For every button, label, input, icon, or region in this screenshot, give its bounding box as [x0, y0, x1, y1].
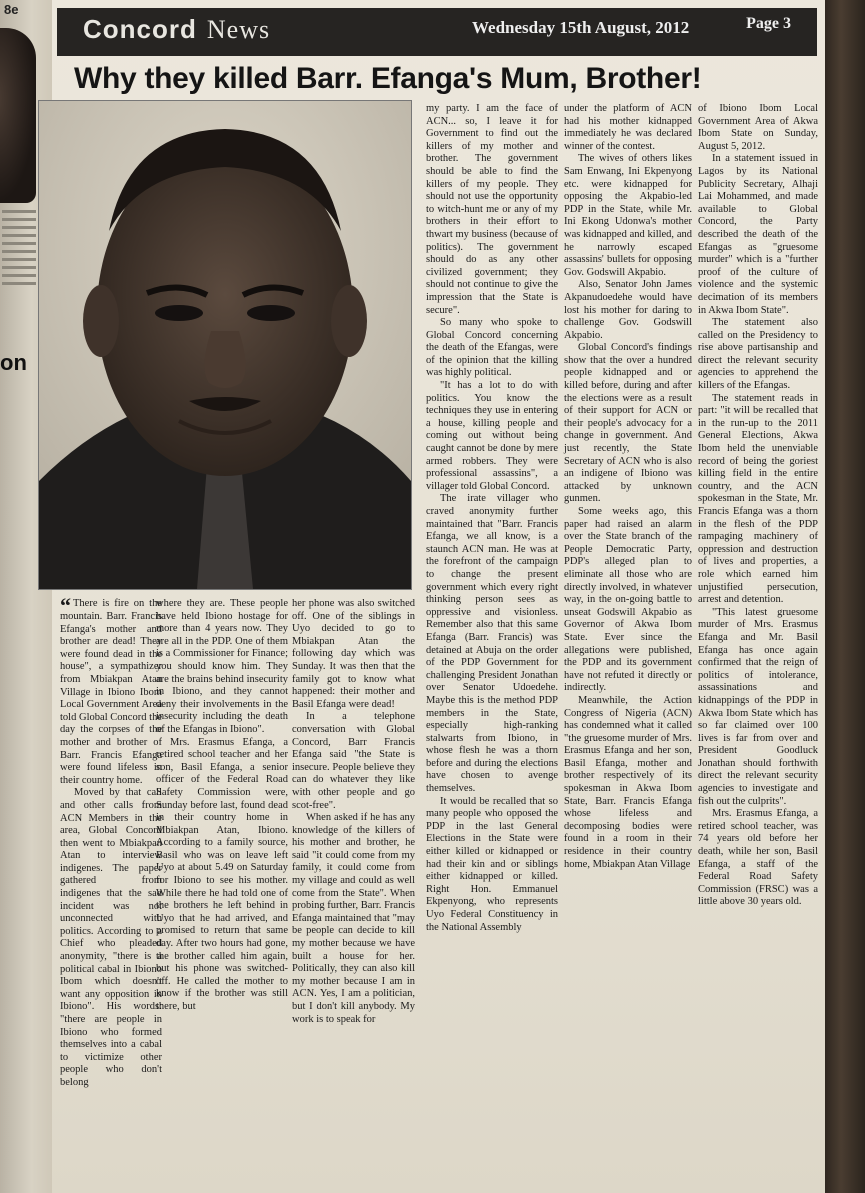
column-6-paragraph-1: of Ibiono Ibom Local Government Area of Akwa Ibom State on Sunday, August 5, 2012.: [698, 103, 818, 152]
column-3-paragraph-3: When asked if he has any knowledge of the killers of his mother and brother, he said "it could come from my family, it could come from my village and could as well come from the State". When probing further, Barr. Francis Efanga maintained that "may be people can decide to kill my mother because we have built a house for her. Politically, they can also kill my mother because I am in ACN. Yes, I am a politician, but I don't kill anybody. My work is to speak for: [292, 812, 415, 1025]
column-4-paragraph-1: my party. I am the face of ACN... so, I leave it for Government to find out the killers of my mother and brother. The government should be able to find the killers of my people. They should not use the opportunity to witch-hunt me or any of my brothers in their effort to thwart my business (because of politics). The government should do as any other civilized government; they should not continue to give the impression that the State is secure".: [426, 103, 558, 316]
column-2-paragraph-2: Mrs. Erasmus Efanga, a retired school teacher and her son, Basil Efanga, a senior officer of the Federal Road Safety Commission were, Sunday before last, found dead in their country home in Mbiakpan Atan, Ibiono. According to a family source, Basil who was on leave left Uyo at about 5.49 on Saturday for Ibiono to see his mother. While there he had told one of the brothers he left behind in Uyo that he had arrived, and promised to return that same day. After two hours had gone, the brother called him again, but his phone was switched-off. He called the mother to know if the brother was still there, but: [156, 736, 288, 1012]
column-4-paragraph-3: "It has a lot to do with politics. You know the techniques they use in entering a house, killing people and coming out without being caught cannot be done by mere armed robbers. They were professional assassins", a villager told Global Concord.: [426, 380, 558, 492]
masthead: [57, 8, 817, 56]
article-column-3: [292, 598, 415, 1026]
article-column-6: [698, 103, 818, 909]
column-6-paragraph-5: "This latest gruesome murder of Mrs. Erasmus Efanga and Mr. Basil Efanga has once again confirmed that the reign of politics of intolerance, assassinations and kidnappings of the PDP in Akwa Ibom State which has so far claimed over 100 lives is far from over and President Goodluck Jonathan should forthwith direct the relevant security agencies to investigate and fish out the culprits".: [698, 606, 818, 807]
column-3-paragraph-2: In a telephone conversation with Global Concord, Barr Francis Efanga said "the State is insecure. People believe they can do whatever they like with other people and go scot-free".: [292, 711, 415, 811]
column-1-paragraph-1: “ There is fire on the mountain. Barr. Francis Efanga's mother and brother are dead! They were found dead in the house", a sympathizer from Mbiakpan Atan Village in Ibiono Ibom Local Government Area told Global Concord the day the corpses of the mother and brother of Barr. Francis Efanga were found lifeless in their country home.: [60, 593, 162, 786]
column-4-paragraph-2: So many who spoke to Global Concord concerning the death of the Efangas, were of the opinion that the killing was highly political.: [426, 317, 558, 379]
column-5-paragraph-3: Also, Senator John James Akpanudoedehe would have lost his mother for daring to challenge Gov. Godswill Akpabio.: [564, 279, 692, 341]
portrait-illustration: [39, 101, 411, 589]
column-6-paragraph-3: The statement also called on the Presidency to rise above partisanship and direct the relevant security agencies to apprehend the killers of the Efangas.: [698, 317, 818, 392]
previous-page-text: [2, 205, 36, 290]
masthead-section: News: [206, 15, 271, 44]
article-column-5: [564, 103, 692, 871]
masthead-date: Wednesday 15th August, 2012: [472, 18, 690, 37]
column-1-paragraph-2: Moved by that call and other calls from ACN Members in the area, Global Concord then went to Mbiakpan Atan to interview indigenes. The paper gathered from indigenes that the sad incident was not unconnected with politics. According to a Chief who pleaded anonymity, "there is a political cabal in Ibiono Ibom which doesn't want any opposition in Ibiono". His words: "there are people in Ibiono who formed themselves into a cabal to victimize other people who don't belong: [60, 787, 162, 1088]
column-5-paragraph-6: Meanwhile, the Action Congress of Nigeria (ACN) has condemned what it called "the gruesome murder of Mrs. Erasmus Efanga and her son, Basil Efanga, mother and brother respectively of its spokesman in Akwa Ibom State, Barr. Francis Efanga whose lifeless and decomposing bodies were found in a room in their residence in their country home, Mbiakpan Atan Village: [564, 694, 692, 870]
masthead-page-number: Page 3: [746, 15, 791, 32]
column-4-paragraph-5: It would be recalled that so many people who opposed the PDP in the last General Elections in the State were either killed or kidnapped or had their kin and or siblings either kidnapped or killed. Right Hon. Emmanuel Ekpenyong, who represents Uyo Federal Constituency in the National Assembly: [426, 795, 558, 933]
article-column-2: [156, 598, 288, 1014]
column-5-paragraph-1: under the platform of ACN had his mother kidnapped immediately he was declared winner of the contest.: [564, 103, 692, 152]
column-6-paragraph-4: The statement reads in part: "it will be recalled that in the run-up to the 2011 General Elections, Akwa Ibom held the unenviable record of being the goriest killing field in the entire country, and the ACN spokesman in the State, Mr. Francis Efanga was a thorn in the flesh of the PDP rampaging machinery of oppression and destruction of lives and properties, a role which earned him unjustified persecution, arrest and detention.: [698, 392, 818, 606]
column-6-paragraph-6: Mrs. Erasmus Efanga, a retired school teacher, was 74 years old before her death, while her son, Basil Efanga, a staff of the Federal Road Safety Commission (FRSC) was a little above 30 years old.: [698, 808, 818, 908]
previous-page-number: 8e: [4, 2, 19, 17]
newspaper-page: [52, 0, 825, 1193]
portrait-photo: [38, 100, 412, 590]
previous-page-photo: [0, 28, 36, 203]
masthead-logo: Concord News: [83, 14, 271, 44]
column-5-paragraph-4: Global Concord's findings show that the over a hundred people kidnapped and or killed before, during and after the elections were as a result of their support for ACN or their people's advocacy for a change in government. And just recently, the State Secretary of ACN who is also an indigene of Ibiono was attacked by unknown gunmen.: [564, 342, 692, 505]
column-4-paragraph-4: The irate villager who craved anonymity further maintained that "Barr. Francis Efanga, we all know, is a staunch ACN man. He was at the forefront of the campaign to change the present government which every right thinking person sees as oppressive and visionless. Remember also that this same Efanga (Barr. Francis) was detained at Abuja on the order of the PDP Government for challenging President Jonathan over Senator Udoedehe. Maybe this is the method PDP members in the State, especially high-ranking stalwarts from Ibiono, in whose flesh he was a thorn before and during the elections have chosen to avenge themselves.: [426, 493, 558, 795]
pull-quote-mark: “: [60, 593, 71, 618]
column-5-paragraph-5: Some weeks ago, this paper had raised an alarm over the State branch of the People Democratic Party, PDP's alleged plan to eliminate all those who are directly involved, in whatever way, in the on-going battle to unseat Godswill Akpabio as Governor of Akwa Ibom State. Ever since the allegations were published, the PDP and its government have not refuted it directly or indirectly.: [564, 506, 692, 694]
column-3-paragraph-1: her phone was also switched off. One of the siblings in Uyo decided to go to Mbiakpan Atan the following day which was Sunday. It was then that the family got to know what happened: their mother and Basil Efanga were dead!: [292, 598, 415, 710]
background-edge: [825, 0, 865, 1193]
previous-page-fragment: on: [0, 350, 27, 375]
article-column-1: [60, 593, 162, 1090]
column-2-paragraph-1: where they are. These people have held Ibiono hostage for more than 4 years now. They are all in the PDP. One of them is a Commissioner for Finance; you should know him. They are the brains behind insecurity in Ibiono, and they cannot deny their involvements in the insecurity including the death of the Efangas in Ibiono".: [156, 598, 288, 735]
column-5-paragraph-2: The wives of others likes Sam Enwang, Ini Ekpenyong etc. were kidnapped for opposing the Akpabio-led PDP in the State, while Mr. Ini Ekong Udonwa's mother was kidnapped and killed, and he narrowly escaped assassins' bullets for opposing Gov. Godswill Akpabio.: [564, 153, 692, 278]
headline: Why they killed Barr. Efanga's Mum, Brother!: [74, 62, 702, 95]
article-column-4: [426, 103, 558, 934]
column-6-paragraph-2: In a statement issued in Lagos by its National Publicity Secretary, Alhaji Lai Mohammed, and made available to Global Concord, the Party described the death of the Efangas as "gruesome murder" which is a "further proof of the culture of violence and the systemic decimation of its members in Akwa Ibom State".: [698, 153, 818, 316]
